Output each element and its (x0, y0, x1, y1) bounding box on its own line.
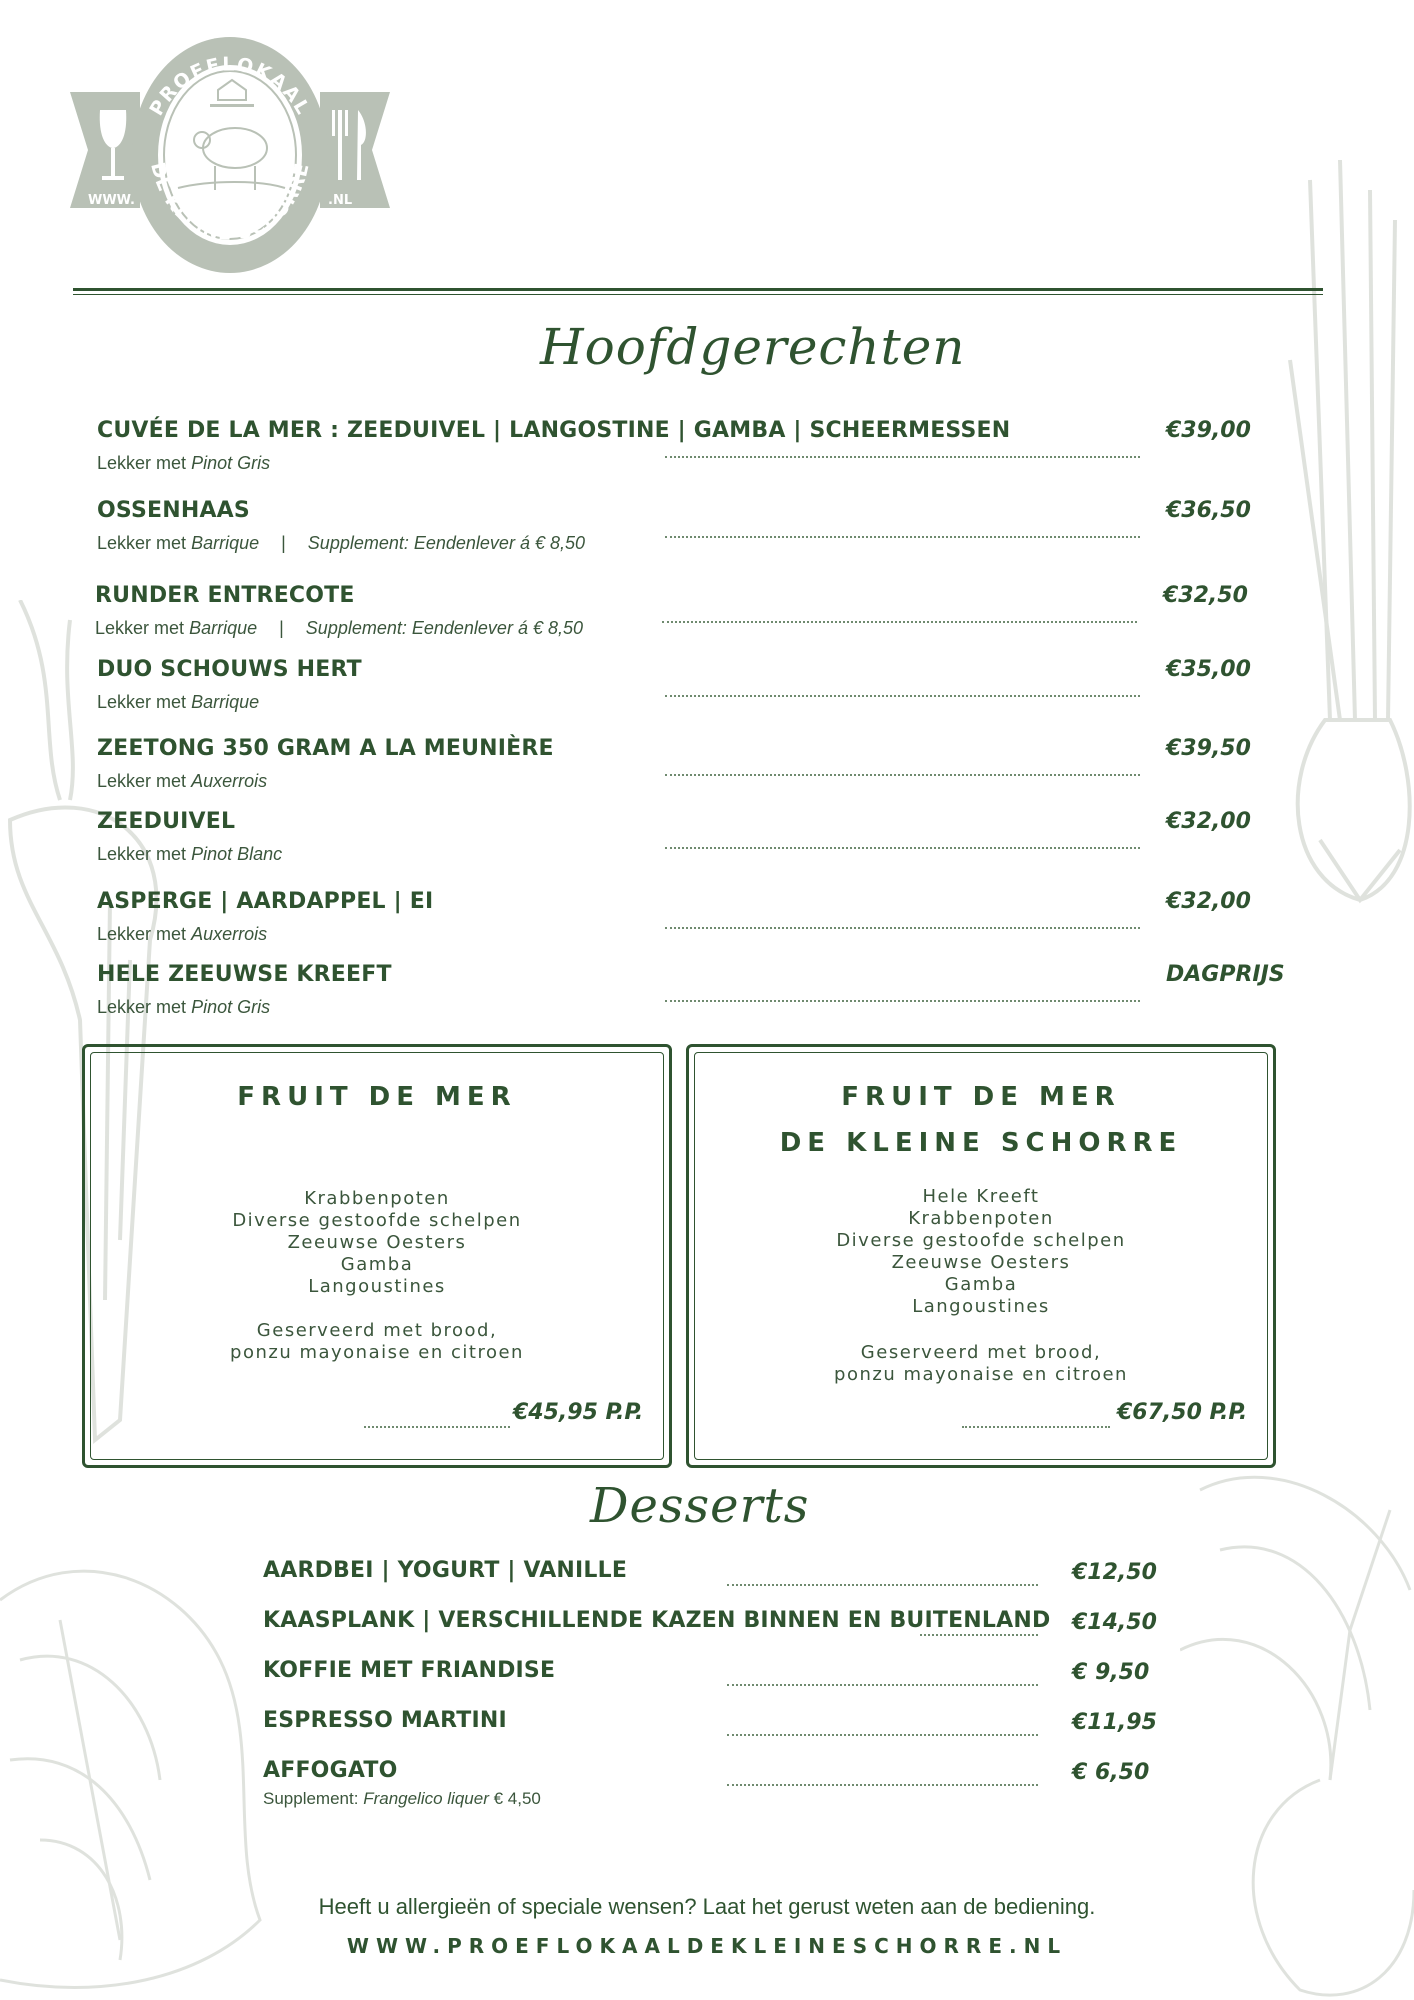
dotted-leader (665, 927, 1140, 929)
dotted-leader (920, 1634, 1038, 1636)
menu-item-price: €32,50 (1163, 583, 1248, 608)
menu-item-name: ASPERGE | AARDAPPEL | EI (97, 889, 434, 914)
dessert-price: €12,50 (1072, 1560, 1157, 1585)
pairing-wine: Auxerrois (191, 924, 268, 944)
box-price: €67,50 P.P. (1117, 1400, 1248, 1425)
menu-item-name: RUNDER ENTRECOTE (95, 583, 355, 608)
dessert-price: €11,95 (1072, 1710, 1157, 1735)
dessert-name: ESPRESSO MARTINI (263, 1708, 507, 1733)
section-title-hoofdgerechten: Hoofdgerechten (540, 318, 966, 376)
dotted-leader (665, 847, 1140, 849)
dessert-price: € 6,50 (1072, 1760, 1150, 1785)
box-item: Zeeuwse Oesters (287, 1232, 467, 1253)
dessert-name: AARDBEI | YOGURT | VANILLE (263, 1558, 628, 1583)
pairing-separator: | (281, 533, 286, 553)
menu-item-price: €32,00 (1166, 889, 1251, 914)
dessert-price: € 9,50 (1072, 1660, 1150, 1685)
menu-item-price: €39,00 (1166, 418, 1251, 443)
box-title: FRUIT DE MER (237, 1082, 517, 1112)
menu-item-supplement: Supplement: Eendenlever á € 8,50 (307, 533, 585, 553)
menu-item-name: HELE ZEEUWSE KREEFT (97, 962, 392, 987)
box-item: Krabbenpoten (304, 1188, 450, 1209)
pairing-wine: Pinot Gris (191, 453, 271, 473)
served-line: ponzu mayonaise en citroen (230, 1342, 524, 1363)
pairing-separator: | (279, 618, 284, 638)
menu-item-name: OSSENHAAS (97, 498, 250, 523)
dotted-leader (665, 1000, 1140, 1002)
menu-item-pairing (97, 533, 585, 554)
menu-item-price: DAGPRIJS (1166, 962, 1285, 987)
pairing-wine: Pinot Gris (191, 997, 271, 1017)
dotted-leader (727, 1784, 1038, 1786)
served-line: Geserveerd met brood, (860, 1342, 1102, 1363)
box-item: Diverse gestoofde schelpen (836, 1230, 1126, 1251)
box-item: Gamba (340, 1254, 414, 1275)
pairing-label: Lekker met (97, 692, 187, 712)
dotted-leader (727, 1584, 1038, 1586)
box-item: Hele Kreeft (922, 1186, 1040, 1207)
leek-illustration (1270, 160, 1414, 920)
menu-item-name: DUO SCHOUWS HERT (97, 657, 362, 682)
menu-item-pairing (97, 997, 270, 1018)
menu-item-name: ZEEDUIVEL (97, 809, 236, 834)
pairing-label: Lekker met (97, 453, 187, 473)
pairing-label: Lekker met (97, 924, 187, 944)
section-title-desserts: Desserts (590, 1478, 810, 1534)
box-item: Diverse gestoofde schelpen (232, 1210, 522, 1231)
dotted-leader (662, 621, 1137, 623)
dotted-leader (727, 1684, 1038, 1686)
supplement-price: € 4,50 (493, 1789, 541, 1808)
dessert-price: €14,50 (1072, 1610, 1157, 1635)
box-title: DE KLEINE SCHORRE (779, 1128, 1183, 1158)
dessert-name: KOFFIE MET FRIANDISE (263, 1658, 556, 1683)
menu-item-price: €32,00 (1166, 809, 1251, 834)
dessert-name: KAASPLANK | VERSCHILLENDE KAZEN BINNEN EN BUITENLAND (263, 1608, 1051, 1633)
restaurant-logo (70, 30, 390, 280)
menu-item-pairing (97, 692, 259, 713)
dotted-leader (364, 1426, 510, 1428)
lettuce-illustration (0, 1540, 300, 2000)
box-items (686, 1186, 1276, 1318)
menu-item-pairing (97, 453, 270, 474)
menu-item-pairing (97, 844, 282, 865)
allergy-note: Heeft u allergieën of speciale wensen? Laat het gerust weten aan de bediening. (318, 1894, 1096, 1919)
pairing-label: Lekker met (97, 533, 187, 553)
pairing-wine: Auxerrois (191, 771, 268, 791)
dotted-leader (665, 695, 1140, 697)
dotted-leader (665, 774, 1140, 776)
box-item: Krabbenpoten (908, 1208, 1054, 1229)
dessert-name: AFFOGATO (263, 1758, 398, 1783)
served-line: Geserveerd met brood, (256, 1320, 498, 1341)
logo-ribbon-right: .NL (328, 193, 353, 208)
logo-arc-bottom: DE KLEINE SCHORRE (146, 160, 314, 245)
pairing-wine: Barrique (191, 533, 260, 553)
box-item: Zeeuwse Oesters (891, 1252, 1071, 1273)
pairing-wine: Barrique (189, 618, 258, 638)
menu-item-price: €35,00 (1166, 657, 1251, 682)
dotted-leader (665, 536, 1140, 538)
pairing-wine: Pinot Blanc (191, 844, 283, 864)
header-rule (73, 288, 1323, 291)
pairing-label: Lekker met (95, 618, 185, 638)
menu-item-supplement: Supplement: Eendenlever á € 8,50 (305, 618, 583, 638)
supplement-label: Supplement: (263, 1789, 359, 1808)
menu-item-pairing (97, 924, 267, 945)
box-item: Langoustines (912, 1296, 1050, 1317)
box-item: Gamba (944, 1274, 1018, 1295)
menu-item-price: €39,50 (1166, 736, 1251, 761)
box-item: Langoustines (308, 1276, 446, 1297)
affogato-supplement (263, 1789, 541, 1809)
dotted-leader (727, 1734, 1038, 1736)
served-line: ponzu mayonaise en citroen (834, 1364, 1128, 1385)
menu-item-name: ZEETONG 350 GRAM A LA MEUNIÈRE (97, 736, 554, 761)
dotted-leader (665, 456, 1140, 458)
website-url[interactable]: WWW.PROEFLOKAALDEKLEINESCHORRE.NL (346, 1934, 1068, 1958)
menu-item-pairing (97, 771, 267, 792)
pairing-label: Lekker met (97, 997, 187, 1017)
menu-item-price: €36,50 (1166, 498, 1251, 523)
logo-ribbon-left: WWW. (88, 193, 135, 208)
dotted-leader (962, 1426, 1110, 1428)
supplement-item: Frangelico liquer (363, 1789, 489, 1808)
menu-item-pairing (95, 618, 583, 639)
header-rule-thin (73, 294, 1323, 295)
logo-arc-top: PROEFLOKAAL (145, 53, 315, 120)
pairing-label: Lekker met (97, 844, 187, 864)
box-items (82, 1188, 672, 1298)
menu-item-name: CUVÉE DE LA MER : ZEEDUIVEL | LANGOSTINE | GAMBA | SCHEERMESSEN (97, 418, 1011, 443)
box-served-with (82, 1320, 672, 1364)
pairing-wine: Barrique (191, 692, 260, 712)
box-served-with (686, 1342, 1276, 1386)
pairing-label: Lekker met (97, 771, 187, 791)
box-title: FRUIT DE MER (841, 1082, 1121, 1112)
box-price: €45,95 P.P. (513, 1400, 644, 1425)
